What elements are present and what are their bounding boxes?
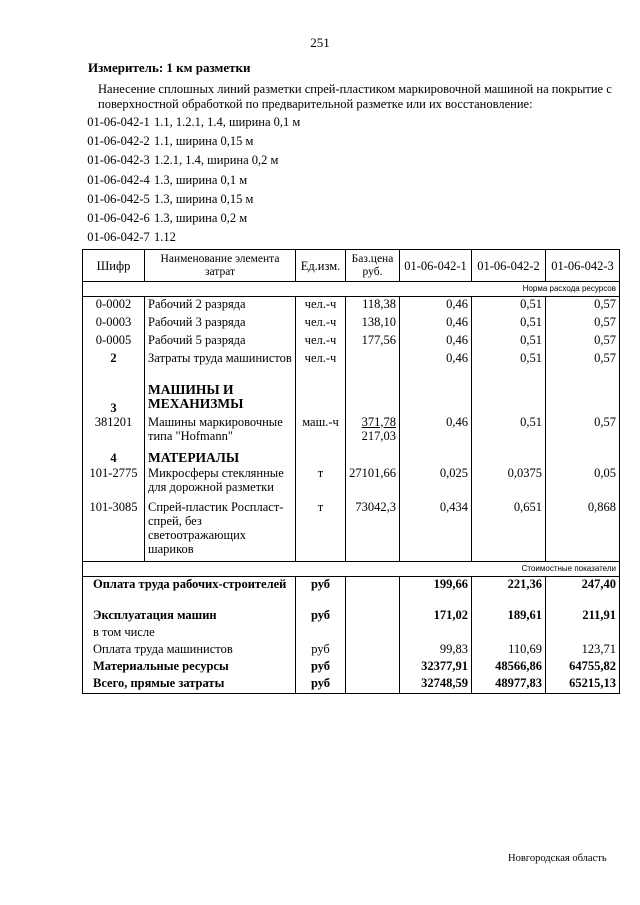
table-row: 101-2775 Микросферы стеклянные для дорожной разметки т 27101,66 0,025 0,0375 0,05 (83, 466, 620, 500)
code-list-item (83, 228, 300, 247)
code-id: 01-06-042-7 (87, 230, 150, 245)
total-row: Всего, прямые затраты руб 32748,59 48977,83 65215,13 (83, 676, 620, 694)
code-text: 1.3, ширина 0,15 м (154, 191, 254, 206)
header-col-1: 01-06-042-1 (400, 250, 472, 282)
resource-norms-table (82, 249, 620, 694)
total-row: Материальные ресурсы руб 32377,91 48566,86 64755,82 (83, 659, 620, 676)
measure-heading: Измеритель: 1 км разметки (88, 60, 251, 75)
total-row: в том числе (83, 625, 620, 642)
total-row: Оплата труда рабочих-строителей руб 199,66 221,36 247,40 (83, 577, 620, 608)
table-row: 381201 Машины маркировочные типа "Hofmann" маш.-ч 371,78 217,03 0,46 0,51 0,57 (83, 415, 620, 451)
code-list-item (83, 113, 300, 132)
code-text: 1.2.1, 1.4, ширина 0,2 м (154, 153, 279, 168)
header-code: Шифр (83, 250, 145, 282)
footer-region: Новгородская область (508, 853, 607, 864)
total-row: Эксплуатация машин руб 171,02 189,61 211,91 (83, 608, 620, 625)
section-row-machines: 3 МАШИНЫ И МЕХАНИЗМЫ (83, 383, 620, 415)
code-list (83, 113, 300, 247)
code-text: 1.1, 1.2.1, 1.4, ширина 0,1 м (154, 115, 301, 129)
code-id: 01-06-042-5 (87, 191, 150, 206)
subheader-cost-indicators: Стоимостные показатели (83, 562, 620, 577)
code-list-item (83, 171, 300, 190)
table-header-row (83, 250, 620, 282)
table-row: 0-0005 Рабочий 5 разряда чел.-ч 177,56 0,46 0,51 0,57 (83, 333, 620, 351)
subheader-resource-norms: Норма расхода ресурсов (83, 282, 620, 297)
table-row: 0-0002 Рабочий 2 разряда чел.-ч 118,38 0,46 0,51 0,57 (83, 297, 620, 315)
code-id: 01-06-042-6 (87, 210, 150, 225)
header-base-price: Баз.цена руб. (346, 250, 400, 282)
machine-price: 371,78 (361, 414, 396, 429)
table-row: 2 Затраты труда машинистов чел.-ч 0,46 0,51 0,57 (83, 351, 620, 383)
section-row-materials: 4 МАТЕРИАЛЫ (83, 451, 620, 466)
table-row: 0-0003 Рабочий 3 разряда чел.-ч 138,10 0,46 0,51 0,57 (83, 315, 620, 333)
header-col-3: 01-06-042-3 (546, 250, 620, 282)
code-id: 01-06-042-2 (87, 134, 150, 149)
total-row: Оплата труда машинистов руб 99,83 110,69 123,71 (83, 642, 620, 659)
work-description: Нанесение сплошных линий разметки спрей-пластиком маркировочной машиной на покрытие с поверхностной обработкой по предварительной разметке или их восстановление: (98, 82, 612, 111)
code-text: 1.3, ширина 0,1 м (154, 172, 248, 187)
page-number: 251 (310, 35, 330, 50)
header-name: Наименование элемента затрат (145, 250, 296, 282)
code-id: 01-06-042-4 (87, 172, 150, 187)
code-list-item (83, 209, 300, 228)
code-text: 1.12 (154, 230, 176, 245)
table-row: 101-3085 Спрей-пластик Роспласт-спрей, без светоотражающих шариков т 73042,3 0,434 0,651 0,868 (83, 500, 620, 562)
machine-price-operator: 217,03 (361, 428, 396, 443)
code-list-item (83, 190, 300, 209)
code-id: 01-06-042-3 (87, 153, 150, 168)
code-id: 01-06-042-1 (87, 115, 150, 129)
header-col-2: 01-06-042-2 (472, 250, 546, 282)
header-unit: Ед.изм. (296, 250, 346, 282)
code-text: 1.3, ширина 0,2 м (154, 210, 248, 225)
code-text: 1.1, ширина 0,15 м (154, 134, 254, 149)
code-list-item (83, 151, 300, 170)
code-list-item (83, 132, 300, 151)
